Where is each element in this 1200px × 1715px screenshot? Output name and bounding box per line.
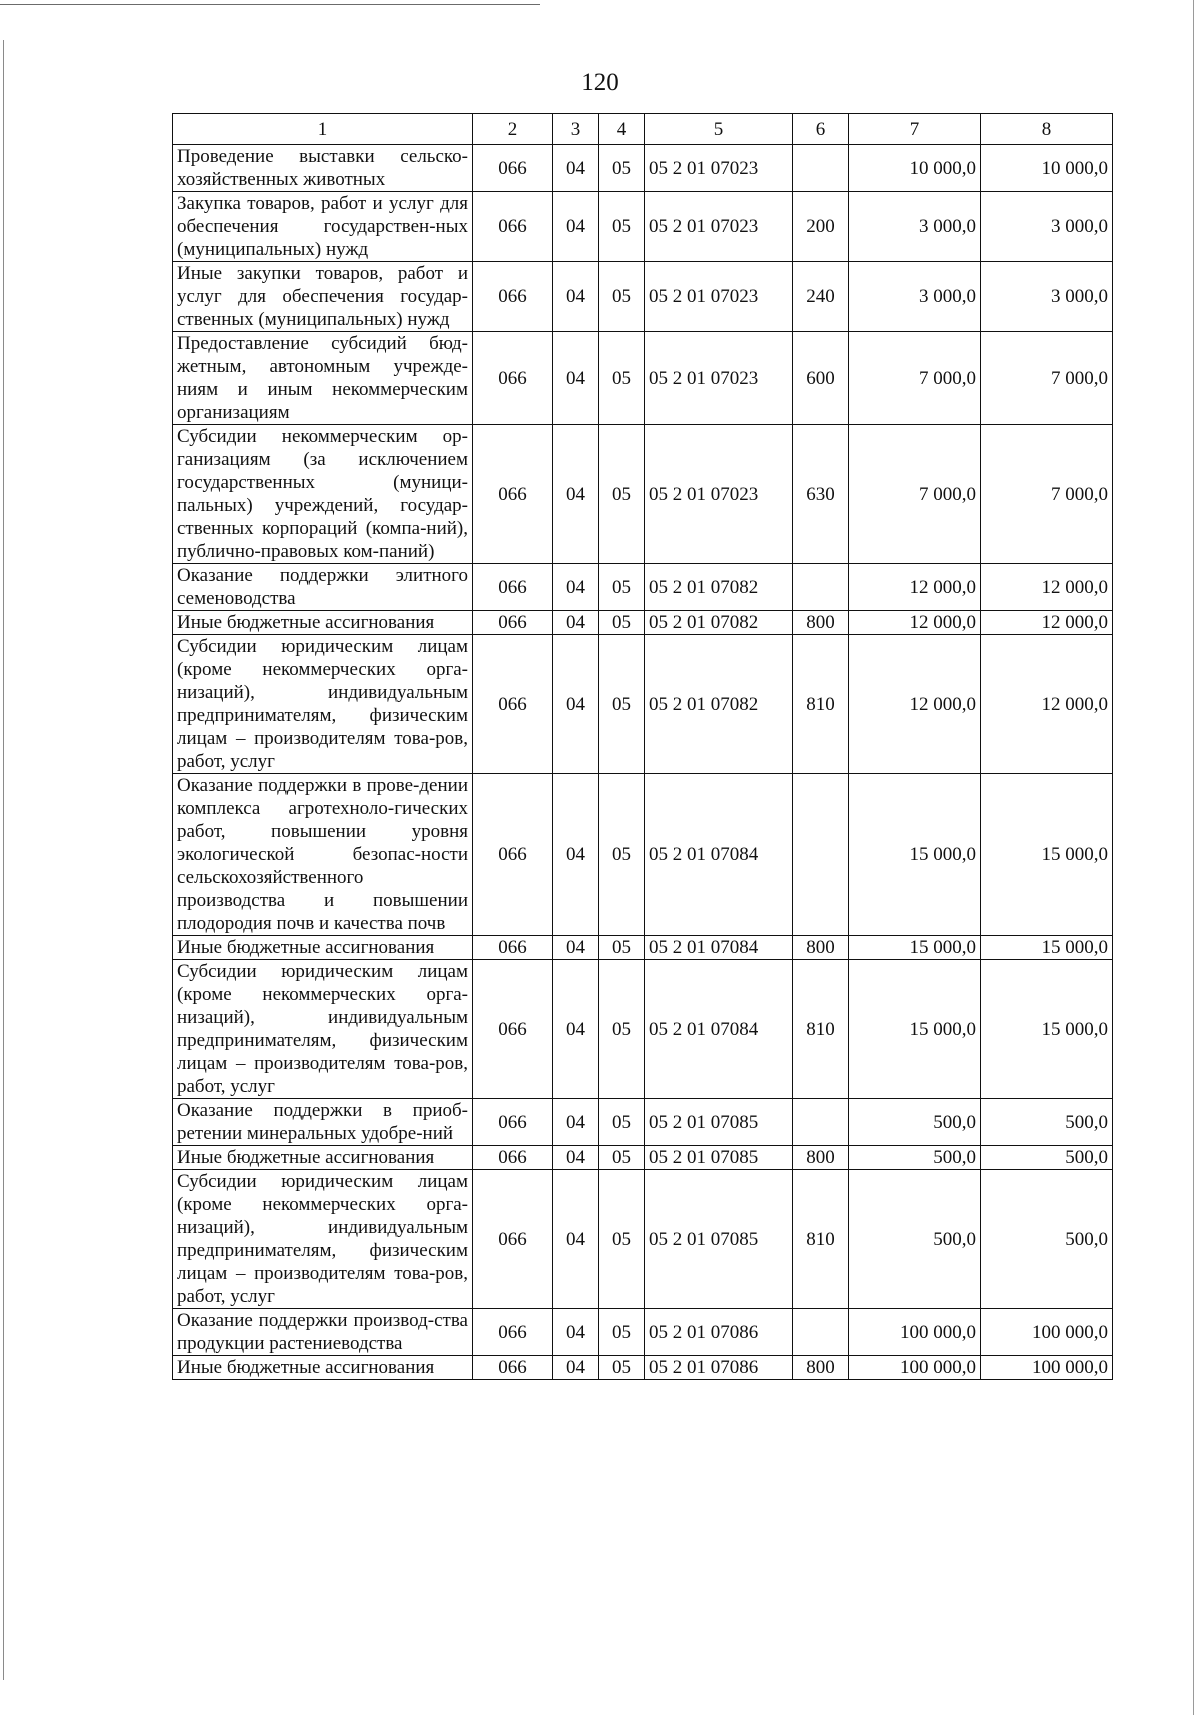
section-cell: 04 xyxy=(553,262,599,332)
scan-edge-right xyxy=(1193,0,1194,1715)
target-article-cell: 05 2 01 07023 xyxy=(645,332,793,425)
section-cell: 04 xyxy=(553,611,599,635)
expense-type-cell xyxy=(793,564,849,611)
target-article-cell: 05 2 01 07023 xyxy=(645,262,793,332)
column-number-row xyxy=(173,114,1113,145)
column-header: 4 xyxy=(599,114,645,145)
expense-type-cell: 800 xyxy=(793,1146,849,1170)
ministry-code-cell: 066 xyxy=(473,262,553,332)
subsection-cell: 05 xyxy=(599,1170,645,1309)
table-row xyxy=(173,1170,1113,1309)
table-row xyxy=(173,1356,1113,1380)
subsection-cell: 05 xyxy=(599,774,645,936)
row-name-cell: Оказание поддержки производ-ства продукции растениеводства xyxy=(173,1309,473,1356)
ministry-code-cell: 066 xyxy=(473,145,553,192)
amount-cell: 500,0 xyxy=(849,1146,981,1170)
section-cell: 04 xyxy=(553,1170,599,1309)
target-article-cell: 05 2 01 07082 xyxy=(645,611,793,635)
amount-cell: 500,0 xyxy=(849,1099,981,1146)
target-article-cell: 05 2 01 07084 xyxy=(645,774,793,936)
amount-cell: 7 000,0 xyxy=(981,425,1113,564)
table-row xyxy=(173,145,1113,192)
expense-type-cell: 810 xyxy=(793,635,849,774)
section-cell: 04 xyxy=(553,1309,599,1356)
amount-cell: 15 000,0 xyxy=(849,936,981,960)
row-name-cell: Субсидии юридическим лицам (кроме некоммерческих орга-низаций), индивидуальным предпринимателям, физическим лицам – производителям това-ров, работ, услуг xyxy=(173,960,473,1099)
column-header: 3 xyxy=(553,114,599,145)
table-row xyxy=(173,1146,1113,1170)
row-name-cell: Проведение выставки сельско-хозяйственных животных xyxy=(173,145,473,192)
expense-type-cell: 800 xyxy=(793,1356,849,1380)
target-article-cell: 05 2 01 07085 xyxy=(645,1170,793,1309)
section-cell: 04 xyxy=(553,564,599,611)
subsection-cell: 05 xyxy=(599,332,645,425)
subsection-cell: 05 xyxy=(599,1099,645,1146)
subsection-cell: 05 xyxy=(599,635,645,774)
target-article-cell: 05 2 01 07082 xyxy=(645,564,793,611)
amount-cell: 3 000,0 xyxy=(981,262,1113,332)
column-header: 1 xyxy=(173,114,473,145)
expense-type-cell xyxy=(793,1099,849,1146)
ministry-code-cell: 066 xyxy=(473,1146,553,1170)
row-name-cell: Иные бюджетные ассигнования xyxy=(173,936,473,960)
amount-cell: 15 000,0 xyxy=(981,774,1113,936)
target-article-cell: 05 2 01 07084 xyxy=(645,936,793,960)
row-name-cell: Оказание поддержки в прове-дении комплекса агротехноло-гических работ, повышении уровня экологической безопас-ности сельскохозяйственного производства и повышении плодородия почв и качества почв xyxy=(173,774,473,936)
target-article-cell: 05 2 01 07023 xyxy=(645,425,793,564)
amount-cell: 10 000,0 xyxy=(981,145,1113,192)
target-article-cell: 05 2 01 07086 xyxy=(645,1356,793,1380)
section-cell: 04 xyxy=(553,936,599,960)
table-row xyxy=(173,1099,1113,1146)
table-row xyxy=(173,960,1113,1099)
subsection-cell: 05 xyxy=(599,192,645,262)
amount-cell: 500,0 xyxy=(981,1099,1113,1146)
table-row xyxy=(173,192,1113,262)
column-header: 2 xyxy=(473,114,553,145)
row-name-cell: Субсидии некоммерческим ор-ганизациям (за исключением государственных (муници-пальных) учреждений, государ-ственных корпораций (компа-ний), публично-правовых ком-паний) xyxy=(173,425,473,564)
expense-type-cell xyxy=(793,145,849,192)
expense-type-cell: 810 xyxy=(793,960,849,1099)
section-cell: 04 xyxy=(553,1146,599,1170)
amount-cell: 500,0 xyxy=(849,1170,981,1309)
row-name-cell: Субсидии юридическим лицам (кроме некоммерческих орга-низаций), индивидуальным предпринимателям, физическим лицам – производителям това-ров, работ, услуг xyxy=(173,635,473,774)
expense-type-cell: 240 xyxy=(793,262,849,332)
ministry-code-cell: 066 xyxy=(473,564,553,611)
table-row xyxy=(173,1309,1113,1356)
row-name-cell: Закупка товаров, работ и услуг для обеспечения государствен-ных (муниципальных) нужд xyxy=(173,192,473,262)
page-number: 120 xyxy=(581,69,619,96)
section-cell: 04 xyxy=(553,192,599,262)
amount-cell: 7 000,0 xyxy=(981,332,1113,425)
amount-cell: 3 000,0 xyxy=(849,192,981,262)
column-header: 8 xyxy=(981,114,1113,145)
amount-cell: 12 000,0 xyxy=(849,635,981,774)
row-name-cell: Предоставление субсидий бюд-жетным, автономным учрежде-ниям и иным некоммерческим организациям xyxy=(173,332,473,425)
amount-cell: 3 000,0 xyxy=(849,262,981,332)
ministry-code-cell: 066 xyxy=(473,1170,553,1309)
row-name-cell: Оказание поддержки в приоб-ретении минеральных удобре-ний xyxy=(173,1099,473,1146)
expense-type-cell: 810 xyxy=(793,1170,849,1309)
table-row xyxy=(173,332,1113,425)
section-cell: 04 xyxy=(553,145,599,192)
amount-cell: 3 000,0 xyxy=(981,192,1113,262)
amount-cell: 15 000,0 xyxy=(849,960,981,1099)
subsection-cell: 05 xyxy=(599,262,645,332)
amount-cell: 500,0 xyxy=(981,1146,1113,1170)
amount-cell: 7 000,0 xyxy=(849,425,981,564)
target-article-cell: 05 2 01 07082 xyxy=(645,635,793,774)
table-body xyxy=(173,145,1113,1380)
expense-type-cell: 200 xyxy=(793,192,849,262)
scan-edge-left xyxy=(3,40,4,1680)
ministry-code-cell: 066 xyxy=(473,192,553,262)
ministry-code-cell: 066 xyxy=(473,1099,553,1146)
amount-cell: 7 000,0 xyxy=(849,332,981,425)
expense-type-cell xyxy=(793,774,849,936)
target-article-cell: 05 2 01 07086 xyxy=(645,1309,793,1356)
subsection-cell: 05 xyxy=(599,960,645,1099)
column-header: 7 xyxy=(849,114,981,145)
amount-cell: 100 000,0 xyxy=(981,1356,1113,1380)
amount-cell: 12 000,0 xyxy=(981,635,1113,774)
target-article-cell: 05 2 01 07023 xyxy=(645,145,793,192)
table-row xyxy=(173,611,1113,635)
table-row xyxy=(173,262,1113,332)
budget-table xyxy=(172,113,1113,1380)
amount-cell: 15 000,0 xyxy=(981,960,1113,1099)
ministry-code-cell: 066 xyxy=(473,1309,553,1356)
amount-cell: 100 000,0 xyxy=(981,1309,1113,1356)
subsection-cell: 05 xyxy=(599,1356,645,1380)
amount-cell: 10 000,0 xyxy=(849,145,981,192)
table-row xyxy=(173,774,1113,936)
row-name-cell: Субсидии юридическим лицам (кроме некоммерческих орга-низаций), индивидуальным предпринимателям, физическим лицам – производителям това-ров, работ, услуг xyxy=(173,1170,473,1309)
row-name-cell: Иные бюджетные ассигнования xyxy=(173,611,473,635)
expense-type-cell: 600 xyxy=(793,332,849,425)
table-row xyxy=(173,564,1113,611)
subsection-cell: 05 xyxy=(599,425,645,564)
expense-type-cell xyxy=(793,1309,849,1356)
section-cell: 04 xyxy=(553,1099,599,1146)
scan-edge-top xyxy=(0,4,540,5)
ministry-code-cell: 066 xyxy=(473,936,553,960)
amount-cell: 15 000,0 xyxy=(981,936,1113,960)
target-article-cell: 05 2 01 07023 xyxy=(645,192,793,262)
amount-cell: 12 000,0 xyxy=(981,611,1113,635)
subsection-cell: 05 xyxy=(599,564,645,611)
subsection-cell: 05 xyxy=(599,611,645,635)
ministry-code-cell: 066 xyxy=(473,332,553,425)
expense-type-cell: 630 xyxy=(793,425,849,564)
expense-type-cell: 800 xyxy=(793,936,849,960)
target-article-cell: 05 2 01 07085 xyxy=(645,1099,793,1146)
column-header: 5 xyxy=(645,114,793,145)
amount-cell: 500,0 xyxy=(981,1170,1113,1309)
section-cell: 04 xyxy=(553,960,599,1099)
ministry-code-cell: 066 xyxy=(473,425,553,564)
ministry-code-cell: 066 xyxy=(473,960,553,1099)
amount-cell: 100 000,0 xyxy=(849,1356,981,1380)
subsection-cell: 05 xyxy=(599,145,645,192)
section-cell: 04 xyxy=(553,1356,599,1380)
section-cell: 04 xyxy=(553,332,599,425)
column-header: 6 xyxy=(793,114,849,145)
ministry-code-cell: 066 xyxy=(473,774,553,936)
target-article-cell: 05 2 01 07085 xyxy=(645,1146,793,1170)
section-cell: 04 xyxy=(553,635,599,774)
target-article-cell: 05 2 01 07084 xyxy=(645,960,793,1099)
subsection-cell: 05 xyxy=(599,1146,645,1170)
amount-cell: 12 000,0 xyxy=(849,564,981,611)
section-cell: 04 xyxy=(553,425,599,564)
ministry-code-cell: 066 xyxy=(473,635,553,774)
ministry-code-cell: 066 xyxy=(473,1356,553,1380)
amount-cell: 100 000,0 xyxy=(849,1309,981,1356)
section-cell: 04 xyxy=(553,774,599,936)
amount-cell: 15 000,0 xyxy=(849,774,981,936)
row-name-cell: Иные бюджетные ассигнования xyxy=(173,1356,473,1380)
amount-cell: 12 000,0 xyxy=(849,611,981,635)
table-row xyxy=(173,635,1113,774)
subsection-cell: 05 xyxy=(599,1309,645,1356)
subsection-cell: 05 xyxy=(599,936,645,960)
amount-cell: 12 000,0 xyxy=(981,564,1113,611)
row-name-cell: Иные закупки товаров, работ и услуг для обеспечения государ-ственных (муниципальных) нужд xyxy=(173,262,473,332)
ministry-code-cell: 066 xyxy=(473,611,553,635)
row-name-cell: Оказание поддержки элитного семеноводства xyxy=(173,564,473,611)
table-row xyxy=(173,425,1113,564)
row-name-cell: Иные бюджетные ассигнования xyxy=(173,1146,473,1170)
expense-type-cell: 800 xyxy=(793,611,849,635)
table-row xyxy=(173,936,1113,960)
